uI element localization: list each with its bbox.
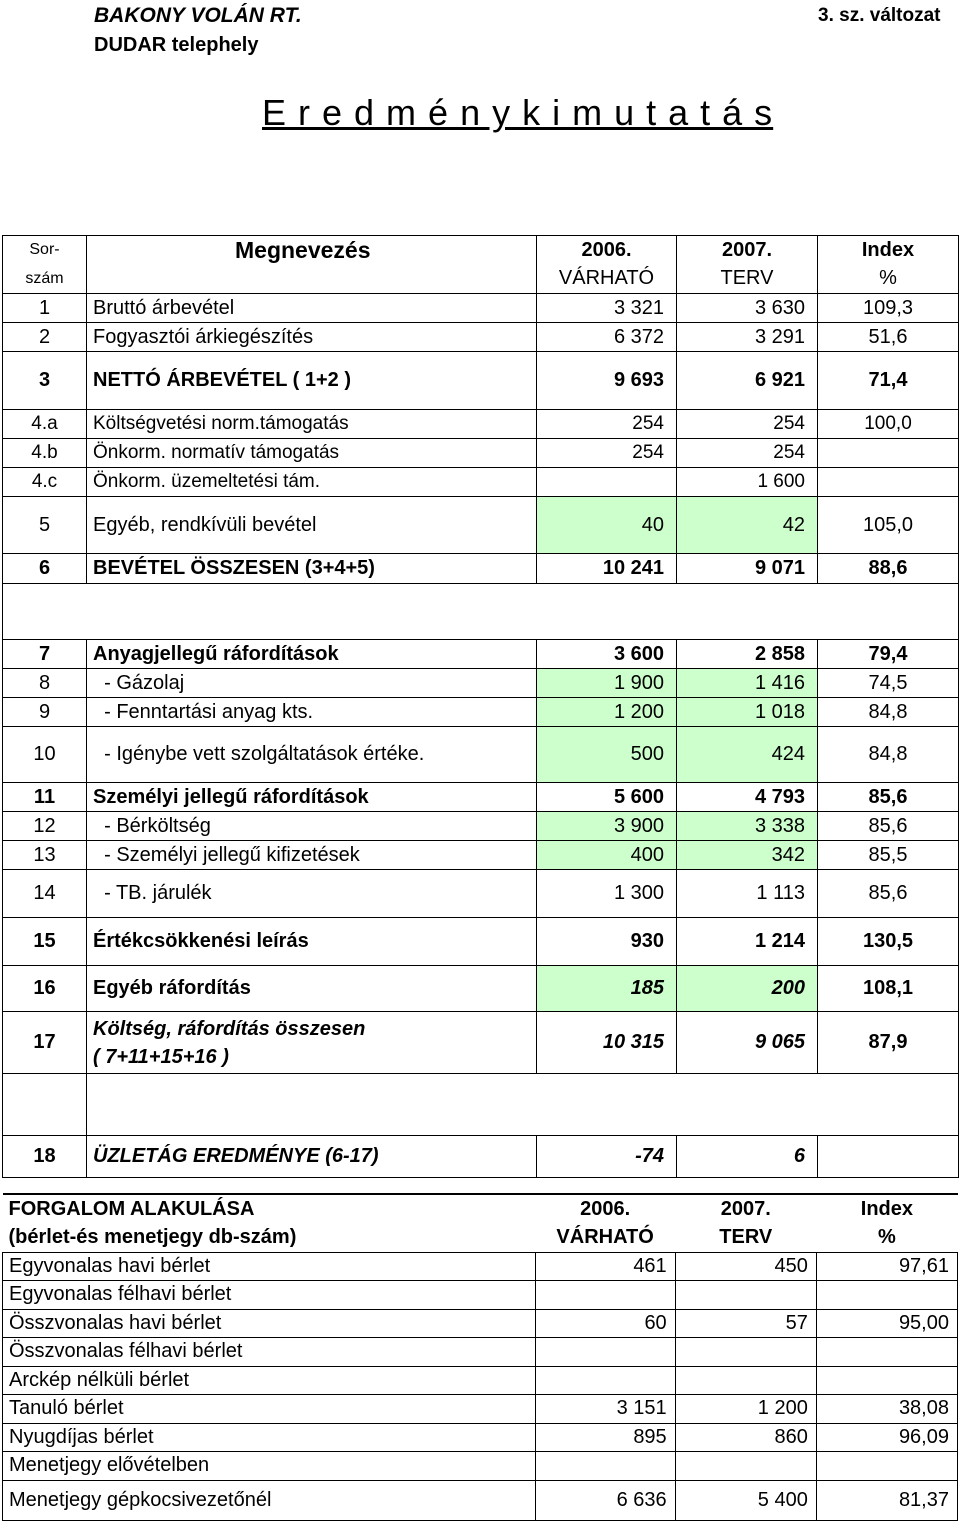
value-2006: 10 315: [537, 1012, 677, 1074]
table-row: [3, 294, 959, 323]
table-row: [3, 669, 959, 698]
value-2007: 4 793: [677, 783, 818, 812]
header-cell: Sor-: [3, 236, 87, 265]
index-value: 85,6: [818, 812, 959, 841]
value-2006: 40: [537, 497, 677, 554]
table-row: [3, 698, 959, 727]
row-name: Értékcsökkenési leírás: [87, 918, 537, 966]
row-name: - Gázolaj: [87, 669, 537, 698]
index-value: [816, 1280, 957, 1309]
row-number: 6: [3, 554, 87, 584]
index-value: 100,0: [818, 410, 959, 439]
value-2007: 42: [677, 497, 818, 554]
row-name: Egyéb ráfordítás: [87, 966, 537, 1012]
row-name: Fogyasztói árkiegészítés: [87, 323, 537, 352]
table-row: [3, 812, 959, 841]
row-name-line1: Költség, ráfordítás összesen: [93, 1017, 366, 1040]
ticket-type: Arckép nélküli bérlet: [3, 1366, 536, 1394]
value-2007: 342: [677, 841, 818, 870]
index-value: [818, 468, 959, 497]
header-cell: 2006.: [535, 1194, 675, 1223]
value-2006: 1 200: [537, 698, 677, 727]
value-2006: 930: [537, 918, 677, 966]
index-value: 84,8: [818, 727, 959, 783]
value-2006: 10 241: [537, 554, 677, 584]
ticket-type: Egyvonalas havi bérlet: [3, 1252, 536, 1280]
value-2007: [675, 1451, 816, 1480]
row-number: 12: [3, 812, 87, 841]
income-statement-table: [2, 235, 959, 1178]
table-row: [3, 870, 959, 918]
row-name: Önkorm. üzemeltetési tám.: [87, 468, 537, 497]
row-number: 9: [3, 698, 87, 727]
header-cell: 2007.: [677, 236, 818, 265]
value-2007: 57: [675, 1309, 816, 1337]
row-name: Önkorm. normatív támogatás: [87, 439, 537, 468]
value-2007: [675, 1280, 816, 1309]
table-row: [3, 1136, 959, 1178]
ticket-type: Egyvonalas félhavi bérlet: [3, 1280, 536, 1309]
row-number: 7: [3, 640, 87, 669]
traffic-header-row: [3, 1194, 958, 1223]
value-2006: 3 151: [535, 1394, 675, 1423]
value-2007: 2 858: [677, 640, 818, 669]
index-value: 74,5: [818, 669, 959, 698]
table-row: [3, 468, 959, 497]
table-row: [3, 783, 959, 812]
header-cell: szám: [3, 265, 87, 294]
header-cell: 2006.: [537, 236, 677, 265]
value-2006: -74: [537, 1136, 677, 1178]
row-name: NETTÓ ÁRBEVÉTEL ( 1+2 ): [87, 352, 537, 410]
traffic-row: [3, 1280, 958, 1309]
traffic-row: [3, 1366, 958, 1394]
header-cell: FORGALOM ALAKULÁSA: [3, 1194, 536, 1223]
ticket-type: Menetjegy elővételben: [3, 1451, 536, 1480]
table-row: [3, 352, 959, 410]
index-value: [816, 1366, 957, 1394]
value-2006: 895: [535, 1423, 675, 1451]
value-2007: 860: [675, 1423, 816, 1451]
value-2006: 9 693: [537, 352, 677, 410]
ticket-type: Nyugdíjas bérlet: [3, 1423, 536, 1451]
index-value: 109,3: [818, 294, 959, 323]
row-number: 4.c: [3, 468, 87, 497]
row-name: Költségvetési norm.támogatás: [87, 410, 537, 439]
row-number: 17: [3, 1012, 87, 1074]
table-row: [3, 727, 959, 783]
row-number: 14: [3, 870, 87, 918]
traffic-row: [3, 1394, 958, 1423]
value-2007: 450: [675, 1252, 816, 1280]
header-cell: Index: [818, 236, 959, 265]
row-number: 11: [3, 783, 87, 812]
value-2007: 5 400: [675, 1480, 816, 1520]
row-name: ÜZLETÁG EREDMÉNYE (6-17): [87, 1136, 537, 1178]
row-name: Egyéb, rendkívüli bevétel: [87, 497, 537, 554]
header-cell: TERV: [675, 1223, 816, 1252]
value-2007: [675, 1366, 816, 1394]
value-2007: 3 630: [677, 294, 818, 323]
row-name: - Fenntartási anyag kts.: [87, 698, 537, 727]
value-2007: 9 065: [677, 1012, 818, 1074]
header-cell: TERV: [677, 265, 818, 294]
row-number: 2: [3, 323, 87, 352]
value-2006: 1 300: [537, 870, 677, 918]
value-2006: 6 372: [537, 323, 677, 352]
traffic-row: [3, 1423, 958, 1451]
traffic-header-row: [3, 1223, 958, 1252]
row-name: - Igénybe vett szolgáltatások értéke.: [87, 727, 537, 783]
table-row: [3, 966, 959, 1012]
row-name: [87, 1012, 537, 1074]
row-number: 4.b: [3, 439, 87, 468]
index-value: 96,09: [816, 1423, 957, 1451]
traffic-table: [2, 1193, 958, 1521]
index-value: 97,61: [816, 1252, 957, 1280]
row-number: 5: [3, 497, 87, 554]
ticket-type: Menetjegy gépkocsivezetőnél: [3, 1480, 536, 1520]
traffic-row: [3, 1309, 958, 1337]
index-value: 79,4: [818, 640, 959, 669]
value-2006: 1 900: [537, 669, 677, 698]
value-2007: 1 018: [677, 698, 818, 727]
value-2007: 254: [677, 410, 818, 439]
value-2006: 400: [537, 841, 677, 870]
index-value: 87,9: [818, 1012, 959, 1074]
row-number: 4.a: [3, 410, 87, 439]
table-header-row: [3, 236, 959, 265]
index-value: 95,00: [816, 1309, 957, 1337]
table-row: [3, 841, 959, 870]
value-2006: 254: [537, 410, 677, 439]
index-value: [818, 1136, 959, 1178]
index-value: 105,0: [818, 497, 959, 554]
value-2006: 3 600: [537, 640, 677, 669]
value-2006: [535, 1280, 675, 1309]
traffic-row: [3, 1337, 958, 1366]
site-name: DUDAR telephely: [94, 34, 259, 56]
value-2007: 9 071: [677, 554, 818, 584]
value-2007: [675, 1337, 816, 1366]
table-row: [3, 410, 959, 439]
value-2007: 1 113: [677, 870, 818, 918]
row-number: 10: [3, 727, 87, 783]
row-name: - Bérköltség: [87, 812, 537, 841]
version-label: 3. sz. változat: [818, 5, 941, 26]
table-row: [3, 1012, 959, 1074]
header-cell: %: [818, 265, 959, 294]
row-number: 15: [3, 918, 87, 966]
spacer-row: [3, 584, 959, 640]
index-value: 38,08: [816, 1394, 957, 1423]
value-2006: [535, 1337, 675, 1366]
value-2006: 5 600: [537, 783, 677, 812]
index-value: 81,37: [816, 1480, 957, 1520]
value-2007: 6 921: [677, 352, 818, 410]
index-value: 84,8: [818, 698, 959, 727]
table-row: [3, 554, 959, 584]
value-2006: [537, 468, 677, 497]
index-value: [816, 1451, 957, 1480]
index-value: 85,6: [818, 783, 959, 812]
table-header-row: [3, 265, 959, 294]
spacer-row: [3, 1074, 959, 1136]
index-value: [818, 439, 959, 468]
index-value: 51,6: [818, 323, 959, 352]
index-value: 71,4: [818, 352, 959, 410]
traffic-row: [3, 1480, 958, 1520]
index-value: 85,5: [818, 841, 959, 870]
traffic-row: [3, 1451, 958, 1480]
index-value: 88,6: [818, 554, 959, 584]
table-row: [3, 918, 959, 966]
value-2006: 500: [537, 727, 677, 783]
row-name: BEVÉTEL ÖSSZESEN (3+4+5): [87, 554, 537, 584]
value-2006: 60: [535, 1309, 675, 1337]
value-2006: 3 900: [537, 812, 677, 841]
row-number: 13: [3, 841, 87, 870]
value-2007: 1 200: [675, 1394, 816, 1423]
index-value: 130,5: [818, 918, 959, 966]
ticket-type: Tanuló bérlet: [3, 1394, 536, 1423]
row-name: - TB. járulék: [87, 870, 537, 918]
value-2006: [535, 1451, 675, 1480]
value-2006: 254: [537, 439, 677, 468]
value-2007: 1 214: [677, 918, 818, 966]
row-number: 1: [3, 294, 87, 323]
value-2007: 6: [677, 1136, 818, 1178]
header-cell: VÁRHATÓ: [537, 265, 677, 294]
value-2007: 200: [677, 966, 818, 1012]
header-cell: VÁRHATÓ: [535, 1223, 675, 1252]
value-2006: 461: [535, 1252, 675, 1280]
row-name: - Személyi jellegű kifizetések: [87, 841, 537, 870]
table-row: [3, 640, 959, 669]
value-2006: 3 321: [537, 294, 677, 323]
value-2007: 1 416: [677, 669, 818, 698]
header-cell: 2007.: [675, 1194, 816, 1223]
value-2007: 424: [677, 727, 818, 783]
value-2007: 3 291: [677, 323, 818, 352]
header-cell: (bérlet-és menetjegy db-szám): [3, 1223, 536, 1252]
value-2007: 254: [677, 439, 818, 468]
row-number: 16: [3, 966, 87, 1012]
index-value: 108,1: [818, 966, 959, 1012]
row-name: Anyagjellegű ráfordítások: [87, 640, 537, 669]
row-number: 8: [3, 669, 87, 698]
table-row: [3, 439, 959, 468]
header-cell: [87, 265, 537, 294]
ticket-type: Összvonalas havi bérlet: [3, 1309, 536, 1337]
header-cell: Megnevezés: [87, 236, 537, 265]
header-cell: %: [816, 1223, 957, 1252]
index-value: [816, 1337, 957, 1366]
traffic-row: [3, 1252, 958, 1280]
company-name: BAKONY VOLÁN RT.: [94, 4, 302, 27]
table-row: [3, 497, 959, 554]
value-2006: 6 636: [535, 1480, 675, 1520]
header-cell: Index: [816, 1194, 957, 1223]
document-title: E r e d m é n y k i m u t a t á s: [262, 92, 774, 133]
value-2007: 1 600: [677, 468, 818, 497]
ticket-type: Összvonalas félhavi bérlet: [3, 1337, 536, 1366]
value-2007: 3 338: [677, 812, 818, 841]
table-row: [3, 323, 959, 352]
row-name-line2: ( 7+11+15+16 ): [93, 1045, 229, 1068]
row-name: Személyi jellegű ráfordítások: [87, 783, 537, 812]
row-name: Bruttó árbevétel: [87, 294, 537, 323]
index-value: 85,6: [818, 870, 959, 918]
row-number: 18: [3, 1136, 87, 1178]
value-2006: 185: [537, 966, 677, 1012]
value-2006: [535, 1366, 675, 1394]
row-number: 3: [3, 352, 87, 410]
